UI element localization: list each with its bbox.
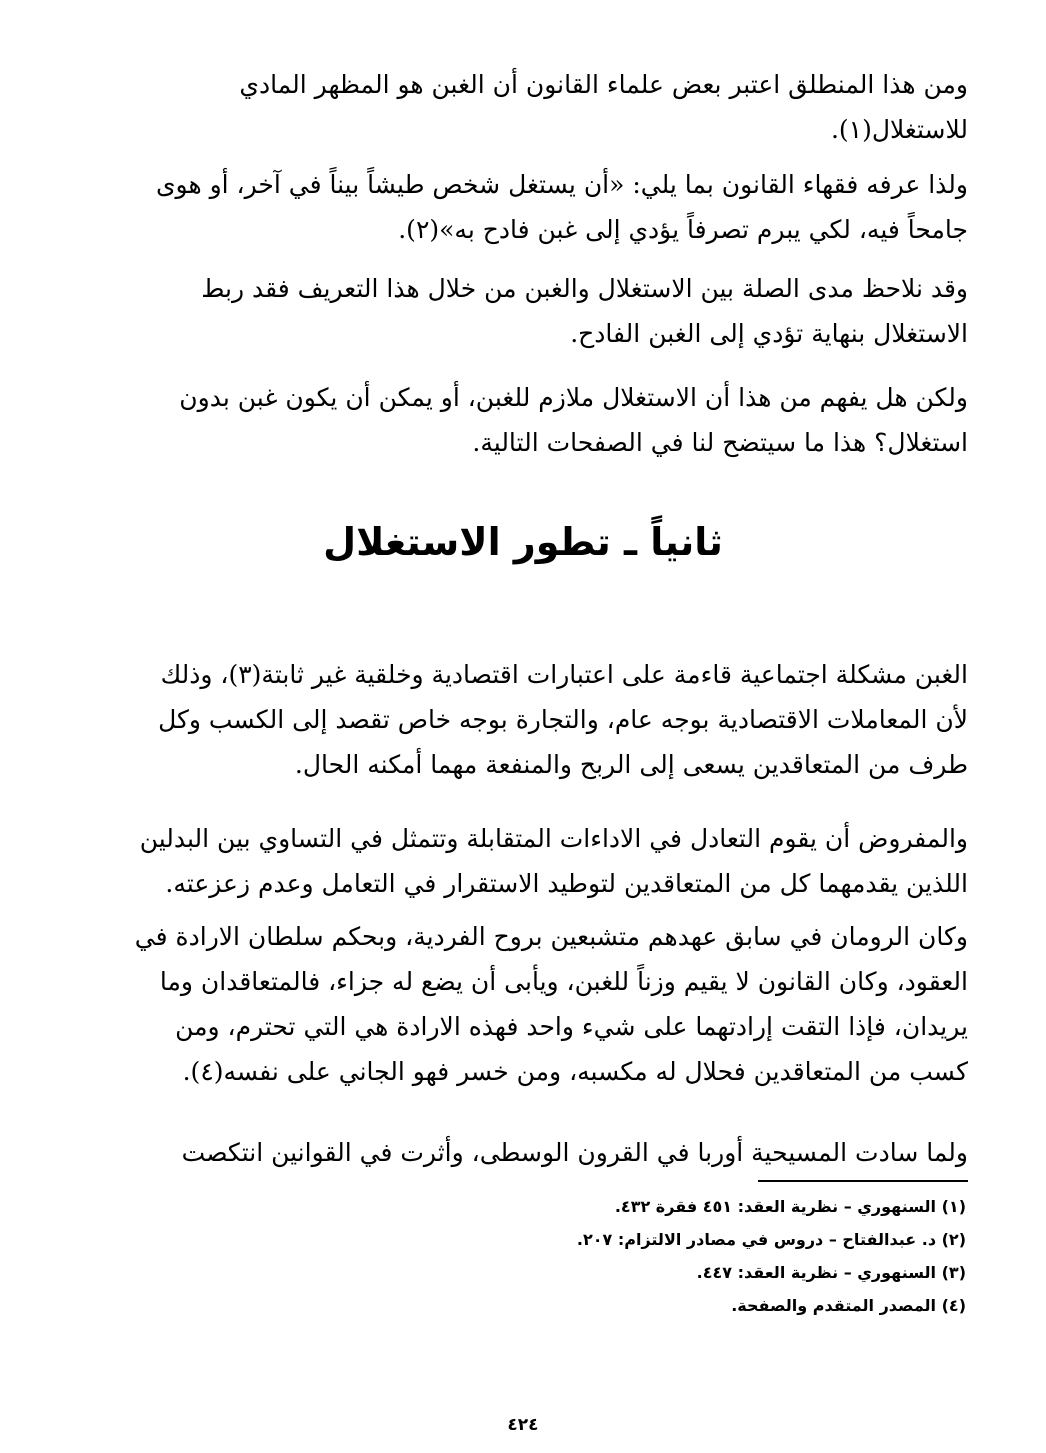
paragraph-6	[78, 816, 968, 906]
paragraph-8	[78, 1130, 968, 1175]
footnote-3: (٣) السنهوري – نظرية العقد: ٤٤٧.	[696, 1263, 966, 1282]
paragraph-line: طرف من المتعاقدين يسعى إلى الربح والمنفعة مهما أمكنه الحال.	[294, 750, 968, 779]
paragraph-line: ولذا عرفه فقهاء القانون بما يلي: «أن يستغل شخص طيشاً بيناً في آخر، أو هوى	[155, 170, 968, 199]
paragraph-line: اللذين يقدمهما كل من المتعاقدين لتوطيد الاستقرار في التعامل وعدم زعزعته.	[165, 869, 968, 898]
paragraph-line: استغلال؟ هذا ما سيتضح لنا في الصفحات التالية.	[472, 428, 968, 457]
paragraph-line: العقود، وكان القانون لا يقيم وزناً للغبن، ويأبى أن يضع له جزاء، فالمتعاقدان وما	[159, 967, 968, 996]
footnote-4: (٤) المصدر المتقدم والصفحة.	[731, 1296, 966, 1315]
paragraph-7	[78, 914, 968, 1094]
paragraph-line: ولكن هل يفهم من هذا أن الاستغلال ملازم للغبن، أو يمكن أن يكون غبن بدون	[179, 383, 968, 412]
paragraph-5	[78, 652, 968, 787]
paragraph-line: جامحاً فيه، لكي يبرم تصرفاً يؤدي إلى غبن فادح به»(٢).	[398, 215, 968, 244]
paragraph-line: الغبن مشكلة اجتماعية قاءمة على اعتبارات اقتصادية وخلقية غير ثابتة(٣)، وذلك	[160, 660, 968, 689]
paragraph-line: والمفروض أن يقوم التعادل في الاداءات المتقابلة وتتمثل في التساوي بين البدلين	[139, 824, 968, 853]
paragraph-2	[78, 162, 968, 252]
footnotes	[366, 1190, 966, 1322]
footnote-2: (٢) د. عبدالفتاح – دروس في مصادر الالتزام: ٢٠٧.	[576, 1230, 966, 1249]
page-number: ٤٢٤	[507, 1415, 539, 1435]
paragraph-line: ولما سادت المسيحية أوربا في القرون الوسطى، وأثرت في القوانين انتكصت	[181, 1138, 968, 1167]
footnote-separator	[758, 1180, 968, 1182]
paragraph-3	[78, 266, 968, 356]
paragraph-1	[78, 62, 968, 152]
paragraph-line: الاستغلال بنهاية تؤدي إلى الغبن الفادح.	[570, 319, 968, 348]
paragraph-line: وكان الرومان في سابق عهدهم متشبعين بروح الفردية، وبحكم سلطان الارادة في	[134, 922, 968, 951]
paragraph-4	[78, 375, 968, 465]
section-heading: ثانياً ـ تطور الاستغلال	[323, 520, 723, 564]
paragraph-line: كسب من المتعاقدين فحلال له مكسبه، ومن خسر فهو الجاني على نفسه(٤).	[182, 1057, 968, 1086]
paragraph-line: للاستغلال(١).	[830, 115, 968, 144]
paragraph-line: وقد نلاحظ مدى الصلة بين الاستغلال والغبن من خلال هذا التعريف فقد ربط	[201, 274, 968, 303]
paragraph-line: لأن المعاملات الاقتصادية بوجه عام، والتجارة بوجه خاص تقصد إلى الكسب وكل	[158, 705, 968, 734]
paragraph-line: ومن هذا المنطلق اعتبر بعض علماء القانون أن الغبن هو المظهر المادي	[239, 70, 968, 99]
footnote-1: (١) السنهوري – نظرية العقد: ٤٥١ فقرة ٤٣٢.	[614, 1197, 966, 1216]
paragraph-line: يريدان، فإذا التقت إرادتهما على شيء واحد فهذه الارادة هي التي تحترم، ومن	[175, 1012, 968, 1041]
